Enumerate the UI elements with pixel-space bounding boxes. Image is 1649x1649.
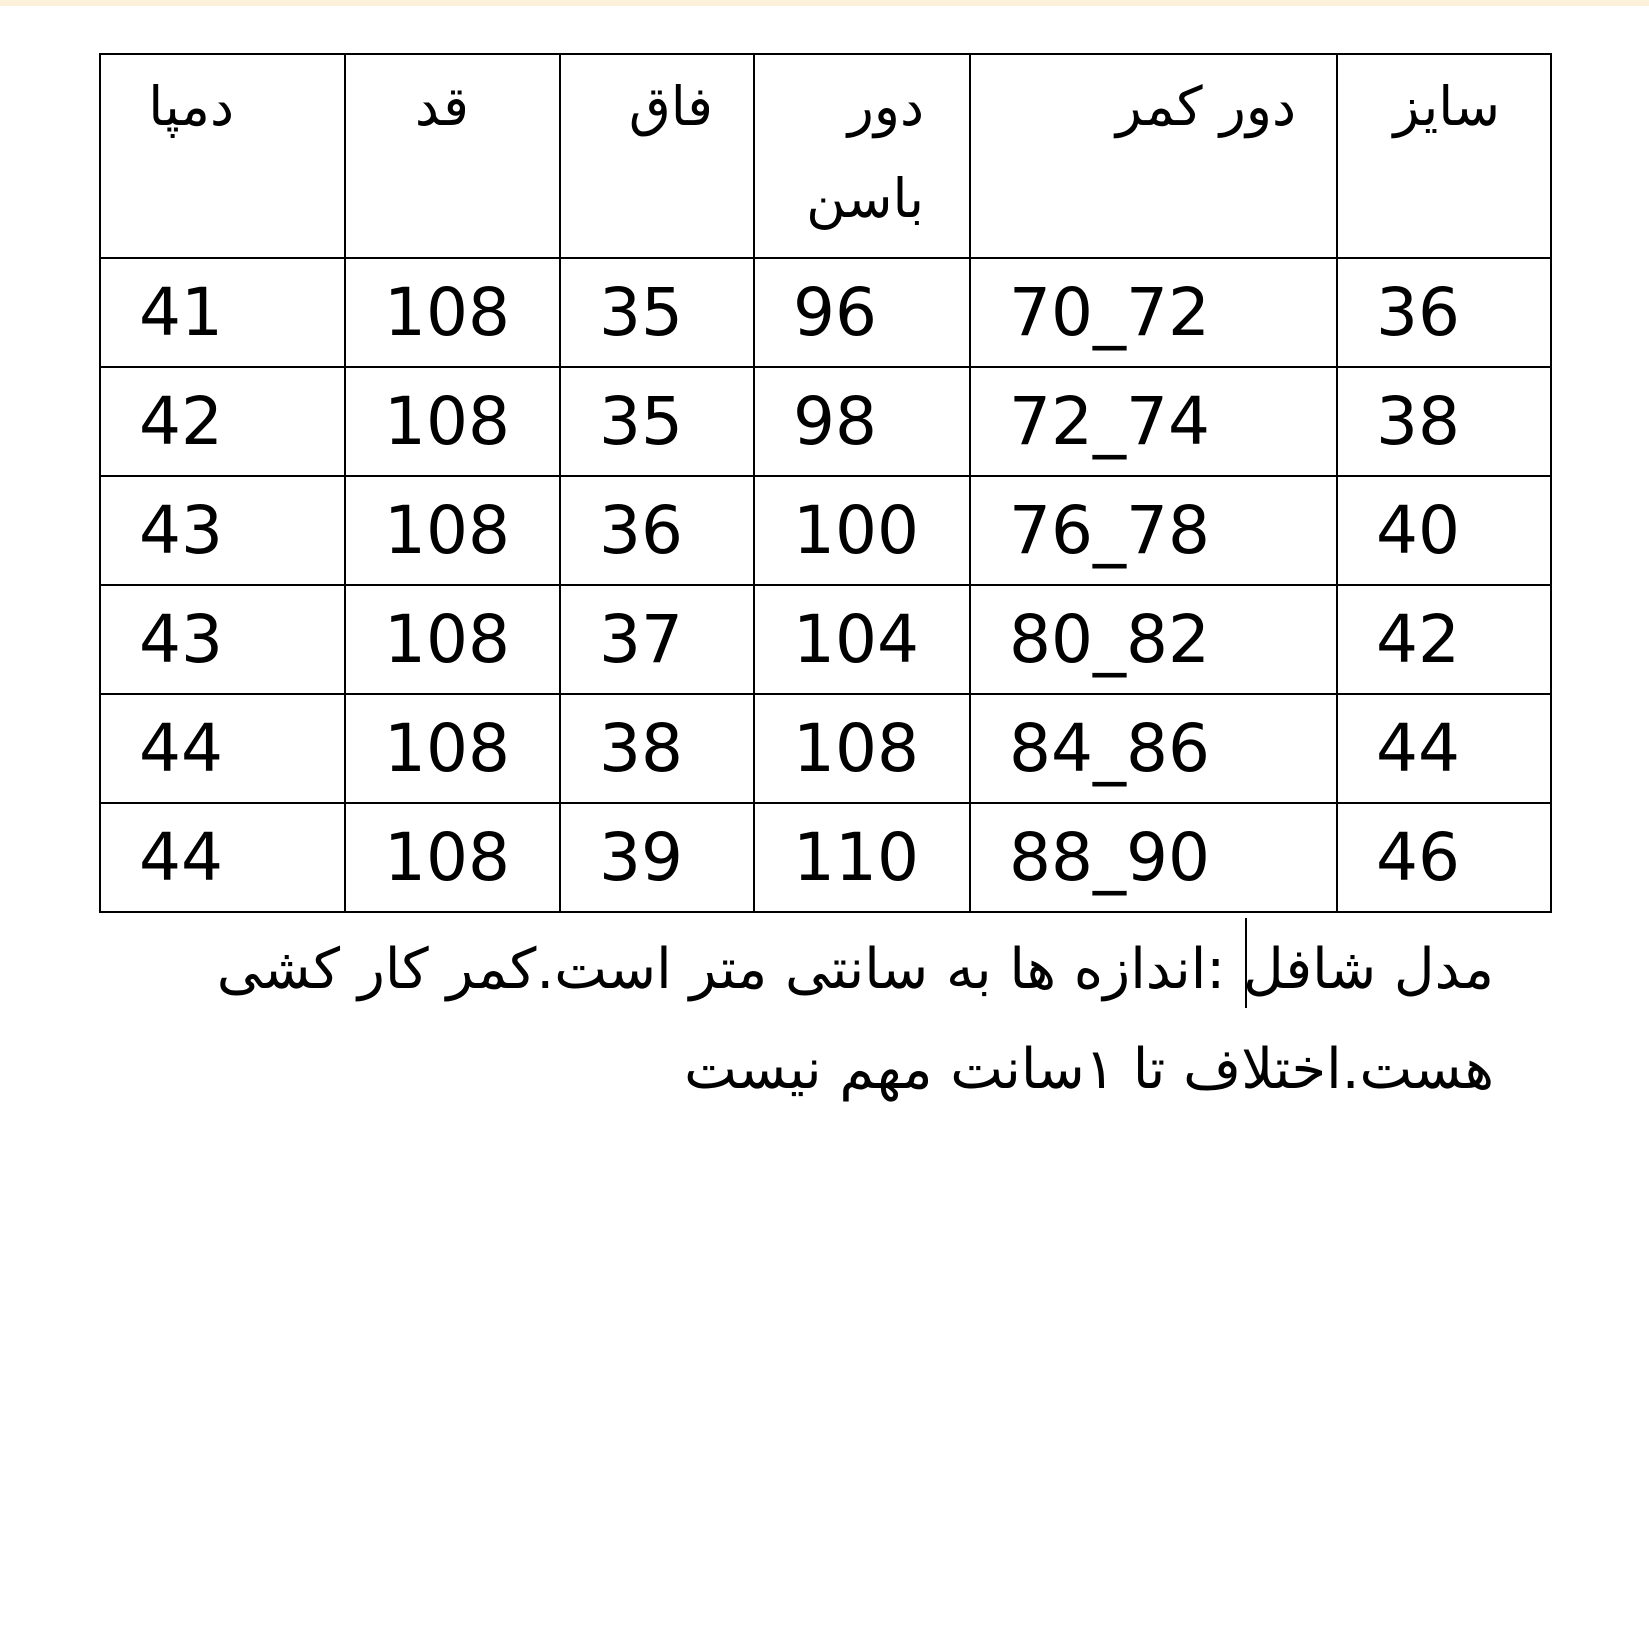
header-hem: دمپا <box>100 54 345 258</box>
cell-hem: 44 <box>100 694 345 803</box>
cell-rise: 36 <box>560 476 754 585</box>
cell-rise: 37 <box>560 585 754 694</box>
cell-size: 44 <box>1337 694 1551 803</box>
cell-rise: 39 <box>560 803 754 912</box>
cell-size: 40 <box>1337 476 1551 585</box>
cell-hem: 43 <box>100 476 345 585</box>
cell-rise: 35 <box>560 258 754 367</box>
cell-hem: 43 <box>100 585 345 694</box>
table-header-row <box>100 54 1551 258</box>
cell-hip: 100 <box>754 476 970 585</box>
cell-length: 108 <box>345 585 560 694</box>
size-note: مدل شافل :اندازه ها به سانتی متر است.کمر کار کشی هست.اختلاف تا ۱سانت مهم نیست <box>216 937 1494 1102</box>
cell-size: 46 <box>1337 803 1551 912</box>
cell-size: 38 <box>1337 367 1551 476</box>
table-row <box>100 803 1551 912</box>
header-rise: فاق <box>560 54 754 258</box>
cell-hip: 108 <box>754 694 970 803</box>
cell-waist: 72_74 <box>970 367 1337 476</box>
cell-hem: 41 <box>100 258 345 367</box>
table-row <box>100 367 1551 476</box>
cell-length: 108 <box>345 694 560 803</box>
cell-hem: 42 <box>100 367 345 476</box>
cell-rise: 38 <box>560 694 754 803</box>
header-length: قد <box>345 54 560 258</box>
cell-length: 108 <box>345 367 560 476</box>
cell-length: 108 <box>345 476 560 585</box>
header-size: سایز <box>1337 54 1551 258</box>
cell-hip: 104 <box>754 585 970 694</box>
cell-hem: 44 <box>100 803 345 912</box>
cell-waist: 84_86 <box>970 694 1337 803</box>
table-row <box>100 585 1551 694</box>
cell-hip: 96 <box>754 258 970 367</box>
cell-waist: 80_82 <box>970 585 1337 694</box>
cell-waist: 88_90 <box>970 803 1337 912</box>
cell-rise: 35 <box>560 367 754 476</box>
cell-length: 108 <box>345 258 560 367</box>
cell-length: 108 <box>345 803 560 912</box>
table-row <box>100 476 1551 585</box>
size-chart-table <box>99 53 1552 913</box>
cell-size: 36 <box>1337 258 1551 367</box>
cell-size: 42 <box>1337 585 1551 694</box>
cell-hip: 98 <box>754 367 970 476</box>
header-waist: دور کمر <box>970 54 1337 258</box>
top-strip <box>0 0 1649 6</box>
header-hip: دور باسن <box>754 54 970 258</box>
table-row <box>100 694 1551 803</box>
table-row <box>100 258 1551 367</box>
cell-waist: 70_72 <box>970 258 1337 367</box>
cell-waist: 76_78 <box>970 476 1337 585</box>
cell-hip: 110 <box>754 803 970 912</box>
